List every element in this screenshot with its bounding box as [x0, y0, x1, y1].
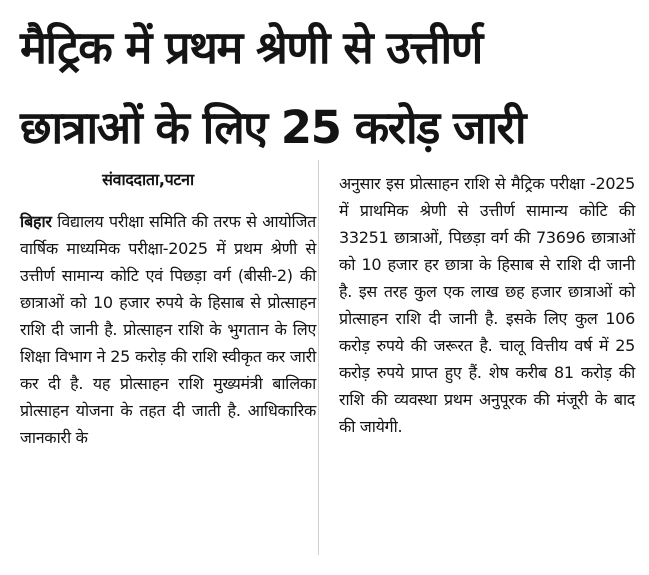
- headline-line-2: छात्राओं के लिए 25 करोड़ जारी: [20, 101, 526, 154]
- column-right: [339, 170, 635, 451]
- byline: संवाददाता,पटना: [102, 170, 194, 189]
- paragraph-right: अनुसार इस प्रोत्साहन राशि से मैट्रिक परीक्षा -2025 में प्राथमिक श्रेणी से उत्तीर्ण सामान्य कोटि की 33251 छात्राओं, पिछड़ा वर्ग की 73696 छात्राओं को 10 हजार हर छात्रा के हिसाब से राशि दी जानी है. इस तरह कुल एक लाख छह हजार छात्राओं को प्रोत्साहन राशि दी जानी है. इसके लिए कुल 106 करोड़ रुपये की जरूरत है. चालू वित्तीय वर्ष में 25 करोड़ रुपये प्राप्त हुए हैं. शेष करीब 81 करोड़ की राशि की व्यवस्था प्रथम अनुपूरक की मंजूरी के बाद की जायेगी.: [339, 174, 635, 436]
- headline-line-1: मैट्रिक में प्रथम श्रेणी से उत्तीर्ण: [20, 21, 482, 74]
- column-left: [20, 170, 316, 451]
- lead-word: बिहार: [20, 212, 52, 231]
- article-body: [20, 170, 635, 451]
- paragraph-left-text: विद्यालय परीक्षा समिति की तरफ से आयोजित वार्षिक माध्यमिक परीक्षा-2025 में प्रथम श्रेणी से उत्तीर्ण सामान्य कोटि एवं पिछड़ा वर्ग (बीसी-2) की छात्राओं को 10 हजार रुपये के हिसाब से प्रोत्साहन राशि दी जानी है. प्रोत्साहन राशि के भुगतान के लिए शिक्षा विभाग ने 25 करोड़ की राशि स्वीकृत कर जारी कर दी है. यह प्रोत्साहन राशि मुख्यमंत्री बालिका प्रोत्साहन योजना के तहत दी जाती है. आधिकारिक जानकारी के: [20, 212, 316, 447]
- headline: [20, 8, 635, 168]
- paragraph-left: [20, 208, 316, 451]
